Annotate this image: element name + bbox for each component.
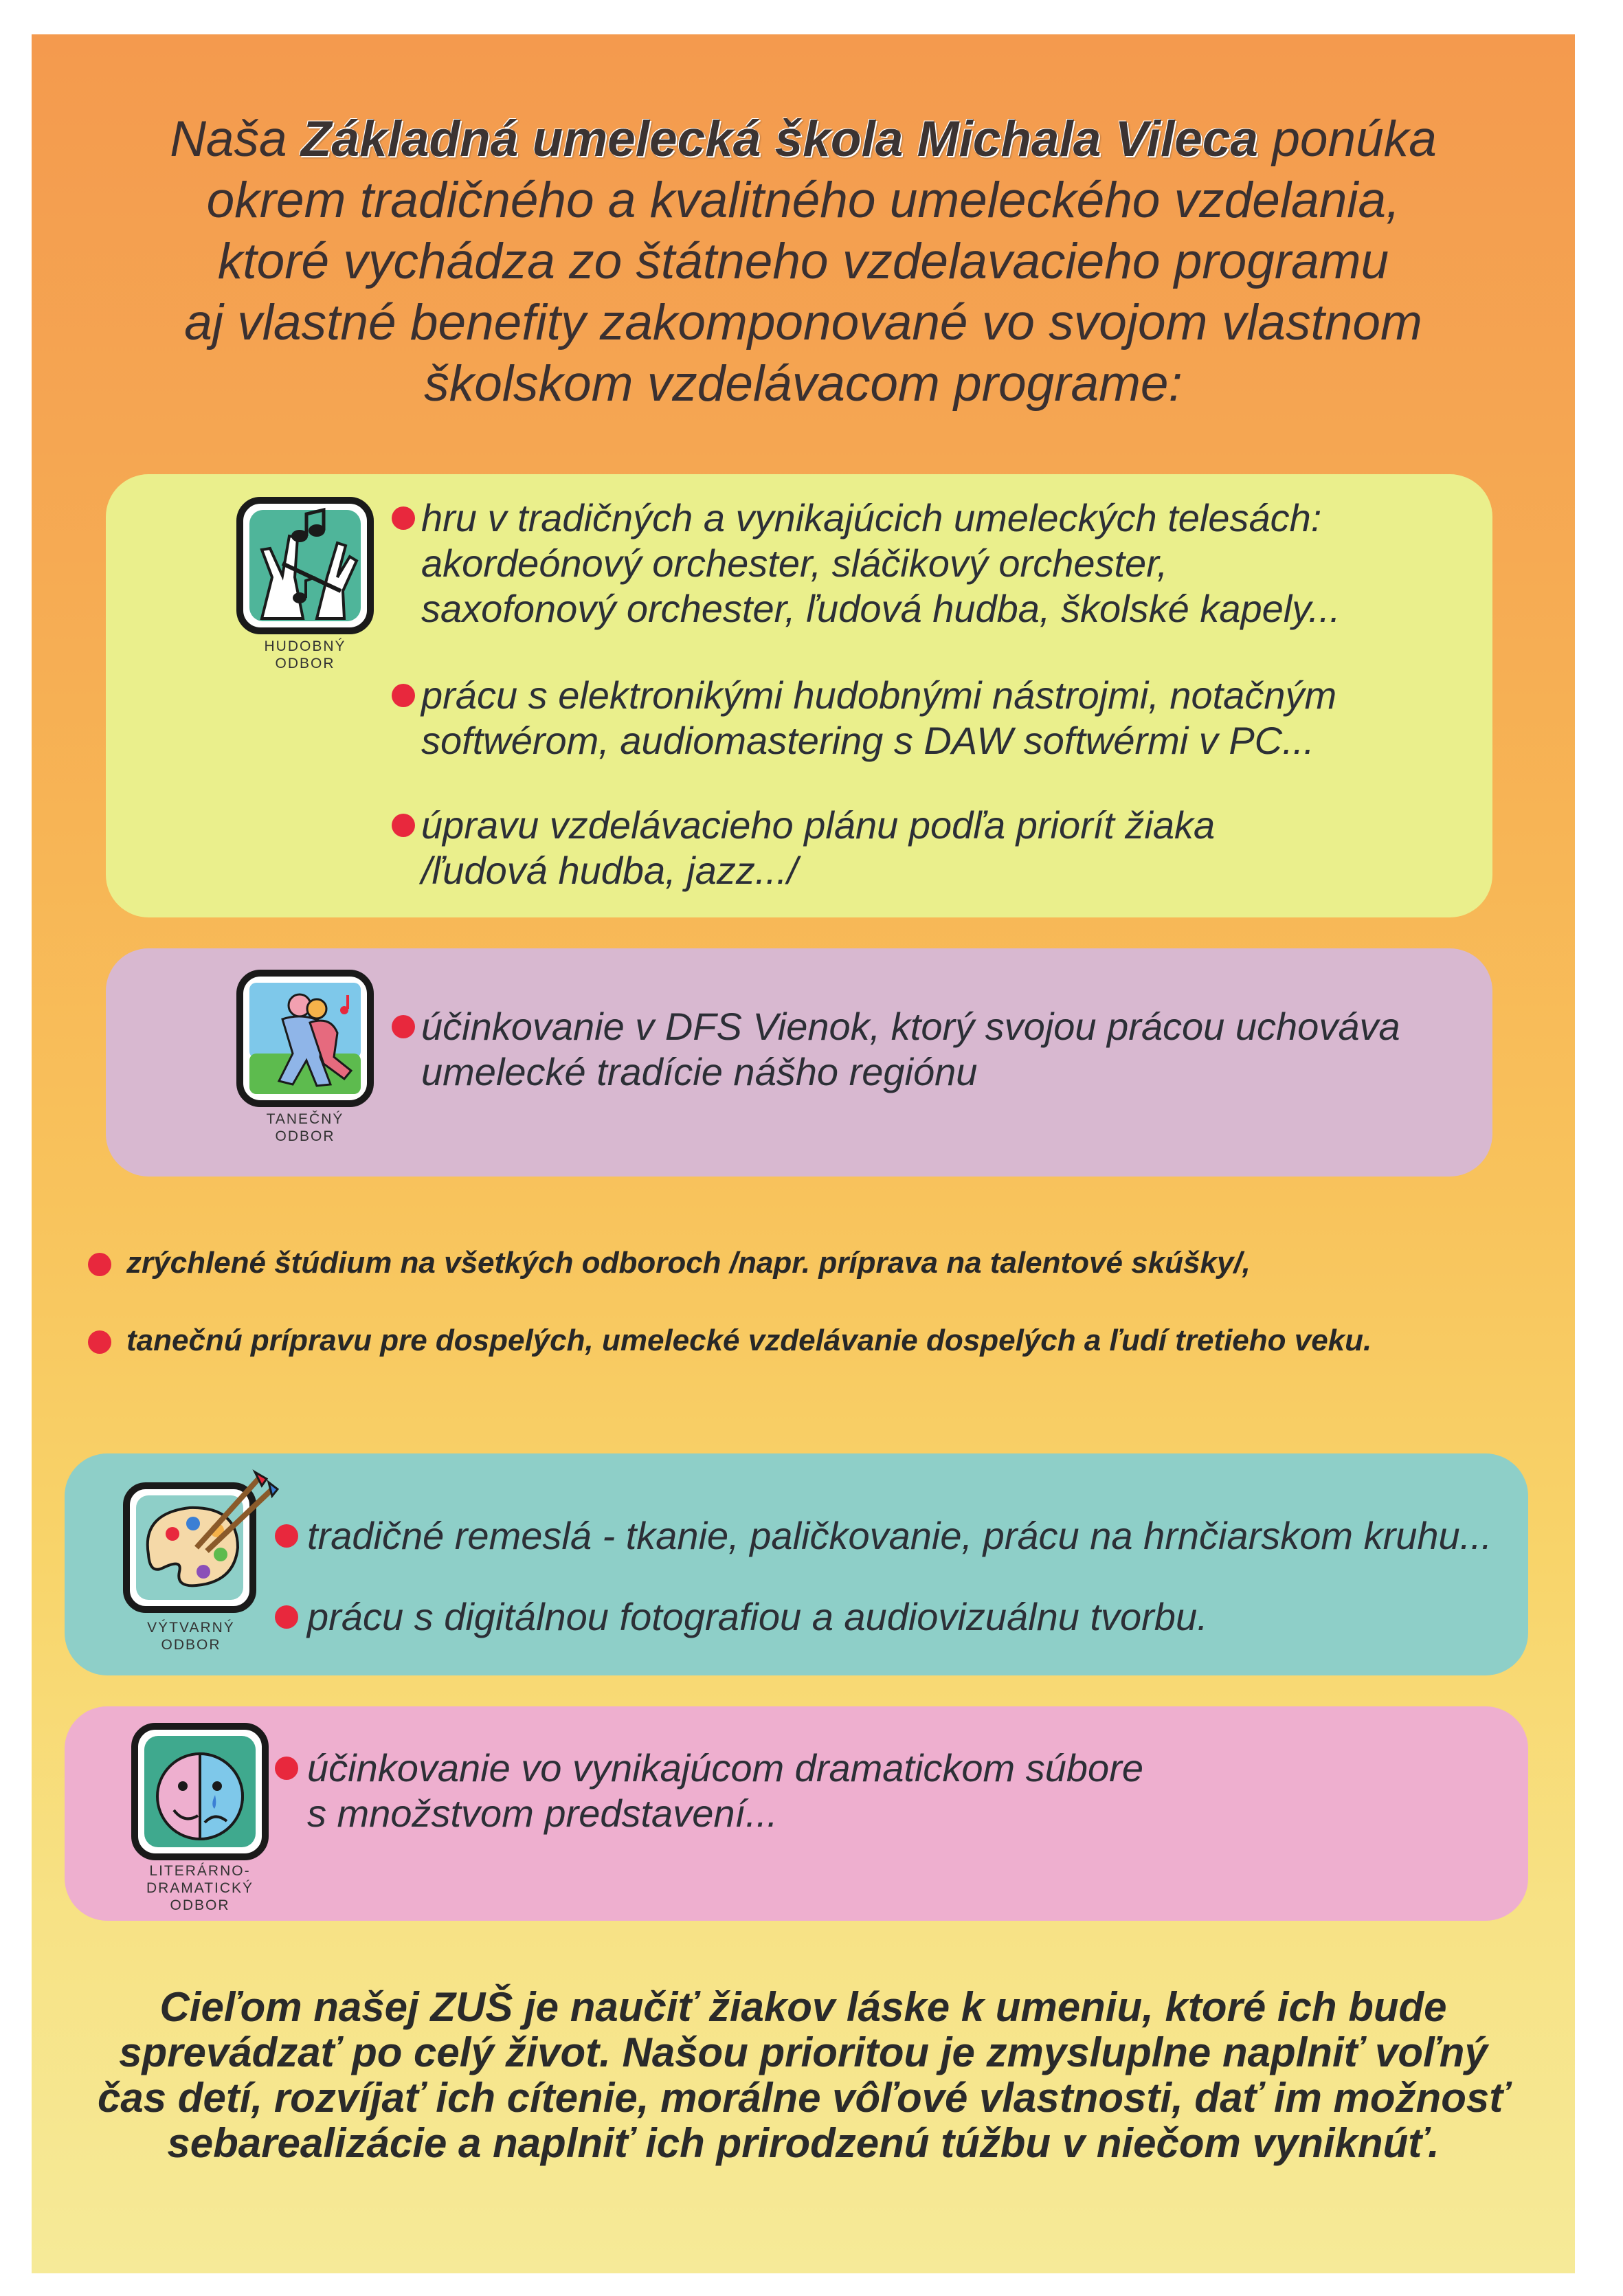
dance-department-logo-icon [234,968,376,1109]
drama-department-caption [124,1862,276,1914]
item-line: hru v tradičných a vynikajúcich umeleckých telesách: [421,496,1322,539]
caption-line: ODBOR [170,1897,230,1913]
caption-line: ODBOR [161,1637,221,1653]
art-item: tradičné remeslá - tkanie, paličkovanie, prácu na hrnčiarskom kruhu... [307,1514,1492,1557]
closing-line: Cieľom našej ZUŠ je naučiť žiakov láske k umeniu, ktoré ich bude [159,1984,1447,2030]
school-name: Základná umelecká škola Michala Vileca [300,111,1259,167]
bullet-icon [392,814,415,837]
caption-line: ODBOR [275,656,335,671]
closing-statement [32,1985,1575,2166]
art-department-box [65,1453,1528,1675]
item-line: prácu s elektronikými hudobnými nástrojmi, notačným [421,673,1337,717]
intro-line: okrem tradičného a kvalitného umeleckého vzdelania, [206,172,1400,228]
caption-line: DRAMATICKÝ [146,1880,254,1896]
dance-department-caption [230,1111,381,1145]
bullet-icon [392,684,415,707]
intro-suffix: ponúka [1258,111,1437,167]
dance-item [421,1004,1400,1095]
caption-line: TANEČNÝ [266,1111,344,1127]
drama-item [307,1746,1143,1836]
item-line: účinkovanie vo vynikajúcom dramatickom súbore [307,1746,1143,1790]
art-department-caption [115,1619,267,1653]
general-item: tanečnú prípravu pre dospelých, umelecké vzdelávanie dospelých a ľudí tretieho veku. [126,1324,1372,1357]
caption-line: VÝTVARNÝ [147,1620,235,1636]
bullet-icon [88,1330,111,1354]
closing-line: sprevádzať po celý život. Našou prioritou je zmysluplne naplniť voľný [119,2029,1488,2075]
bullet-icon [275,1524,298,1548]
bullet-icon [88,1253,111,1276]
item-line: úpravu vzdelávacieho plánu podľa priorít žiaka [421,803,1216,847]
music-item [421,673,1336,764]
music-item [421,803,1215,893]
item-line: s množstvom predstavení... [307,1792,778,1835]
intro-line: aj vlastné benefity zakomponované vo svojom vlastnom [184,295,1422,350]
music-department-caption [230,638,381,672]
bullet-icon [392,506,415,530]
item-line: /ľudová hudba, jazz.../ [421,849,798,892]
item-line: umelecké tradície nášho regiónu [421,1050,978,1093]
music-item [421,495,1341,632]
intro-line: ktoré vychádza zo štátneho vzdelavacieho programu [217,234,1389,289]
intro-line-1 [32,109,1575,170]
bullet-icon [275,1757,298,1780]
bullet-icon [392,1015,415,1038]
caption-line: HUDOBNÝ [264,638,346,654]
item-line: akordeónový orchester, sláčikový orchester, [421,542,1168,585]
closing-line: sebarealizácie a naplniť ich prirodzenú túžbu v niečom vyniknúť. [167,2120,1440,2166]
intro-prefix: Naša [170,111,301,167]
poster [32,34,1575,2273]
art-department-logo-icon [121,1458,279,1616]
closing-line: čas detí, rozvíjať ich cítenie, morálne vôľové vlastnosti, dať im možnosť [98,2075,1509,2121]
item-line: softwérom, audiomastering s DAW softwérmi v PC... [421,719,1314,762]
general-item: zrýchlené štúdium na všetkých odboroch /napr. príprava na talentové skúšky/, [126,1246,1251,1280]
item-line: saxofonový orchester, ľudová hudba, školské kapely... [421,587,1341,630]
art-item: prácu s digitálnou fotografiou a audiovizuálnu tvorbu. [307,1595,1208,1638]
music-department-logo-icon [234,495,376,636]
intro-line: školskom vzdelávacom programe: [424,356,1183,412]
item-line: účinkovanie v DFS Vienok, ktorý svojou prácou uchováva [421,1005,1400,1048]
bullet-icon [275,1605,298,1629]
caption-line: LITERÁRNO- [149,1863,251,1879]
intro-text [32,109,1575,414]
caption-line: ODBOR [275,1128,335,1144]
drama-department-logo-icon [129,1721,271,1862]
